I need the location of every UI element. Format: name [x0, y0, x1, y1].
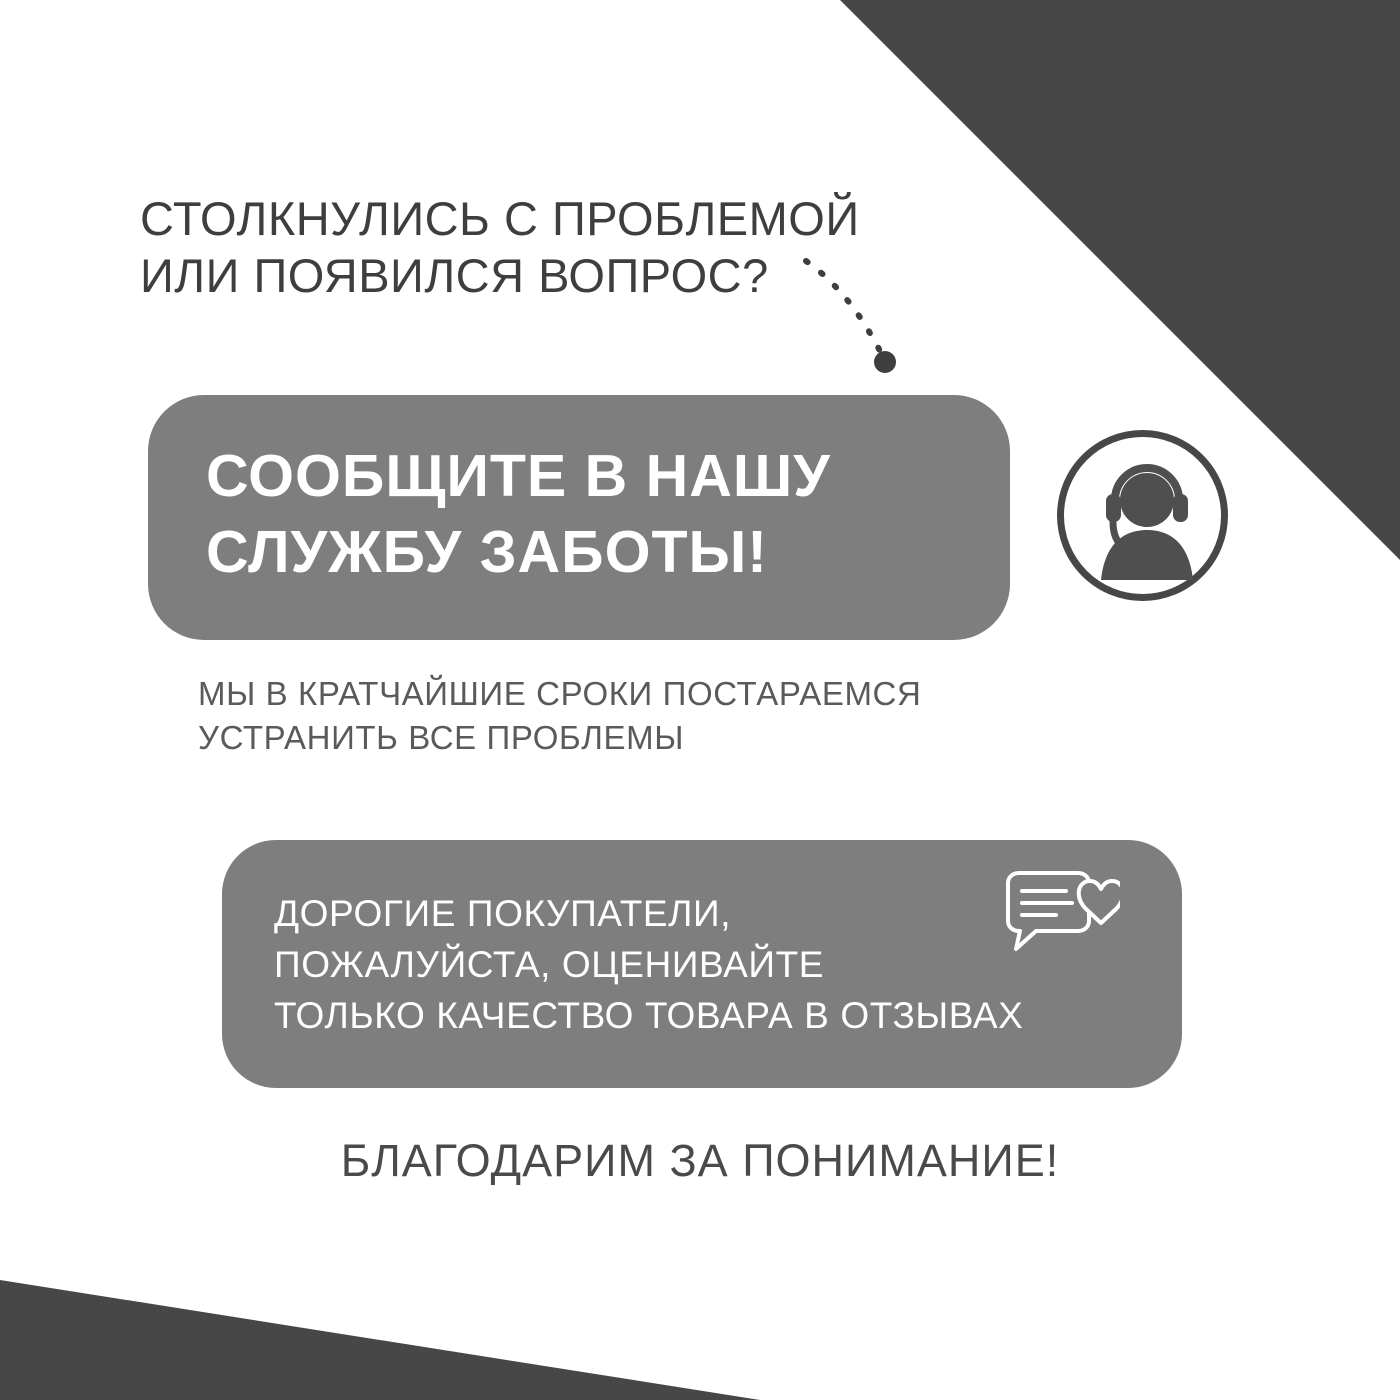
dotted-arrow-icon	[800, 255, 910, 385]
decorative-corner-bottom-left	[0, 1280, 760, 1400]
second-pill-line-2: ПОЖАЛУЙСТА, ОЦЕНИВАЙТЕ	[274, 944, 825, 986]
headline-line-1: СТОЛКНУЛИСЬ С ПРОБЛЕМОЙ	[140, 192, 860, 245]
subtext-line-2: УСТРАНИТЬ ВСЕ ПРОБЛЕМЫ	[198, 718, 685, 756]
subtext-line-1: МЫ В КРАТЧАЙШИЕ СРОКИ ПОСТАРАЕМСЯ	[198, 675, 922, 712]
second-pill-line-3: ТОЛЬКО КАЧЕСТВО ТОВАРА В ОТЗЫВАХ	[274, 995, 1024, 1037]
support-callout-pill	[148, 395, 1010, 640]
headset-operator-icon	[1055, 428, 1230, 603]
chat-heart-icon	[1000, 865, 1120, 970]
footer-thanks: БЛАГОДАРИМ ЗА ПОНИМАНИЕ!	[340, 1135, 1060, 1186]
main-pill-line-2: СЛУЖБУ ЗАБОТЫ!	[206, 518, 768, 585]
second-pill-line-1: ДОРОГИЕ ПОКУПАТЕЛИ,	[274, 893, 732, 934]
subtext	[198, 672, 1058, 759]
main-pill-line-1: СООБЩИТЕ В НАШУ	[206, 443, 831, 509]
headline-line-2: ИЛИ ПОЯВИЛСЯ ВОПРОС?	[140, 249, 769, 303]
